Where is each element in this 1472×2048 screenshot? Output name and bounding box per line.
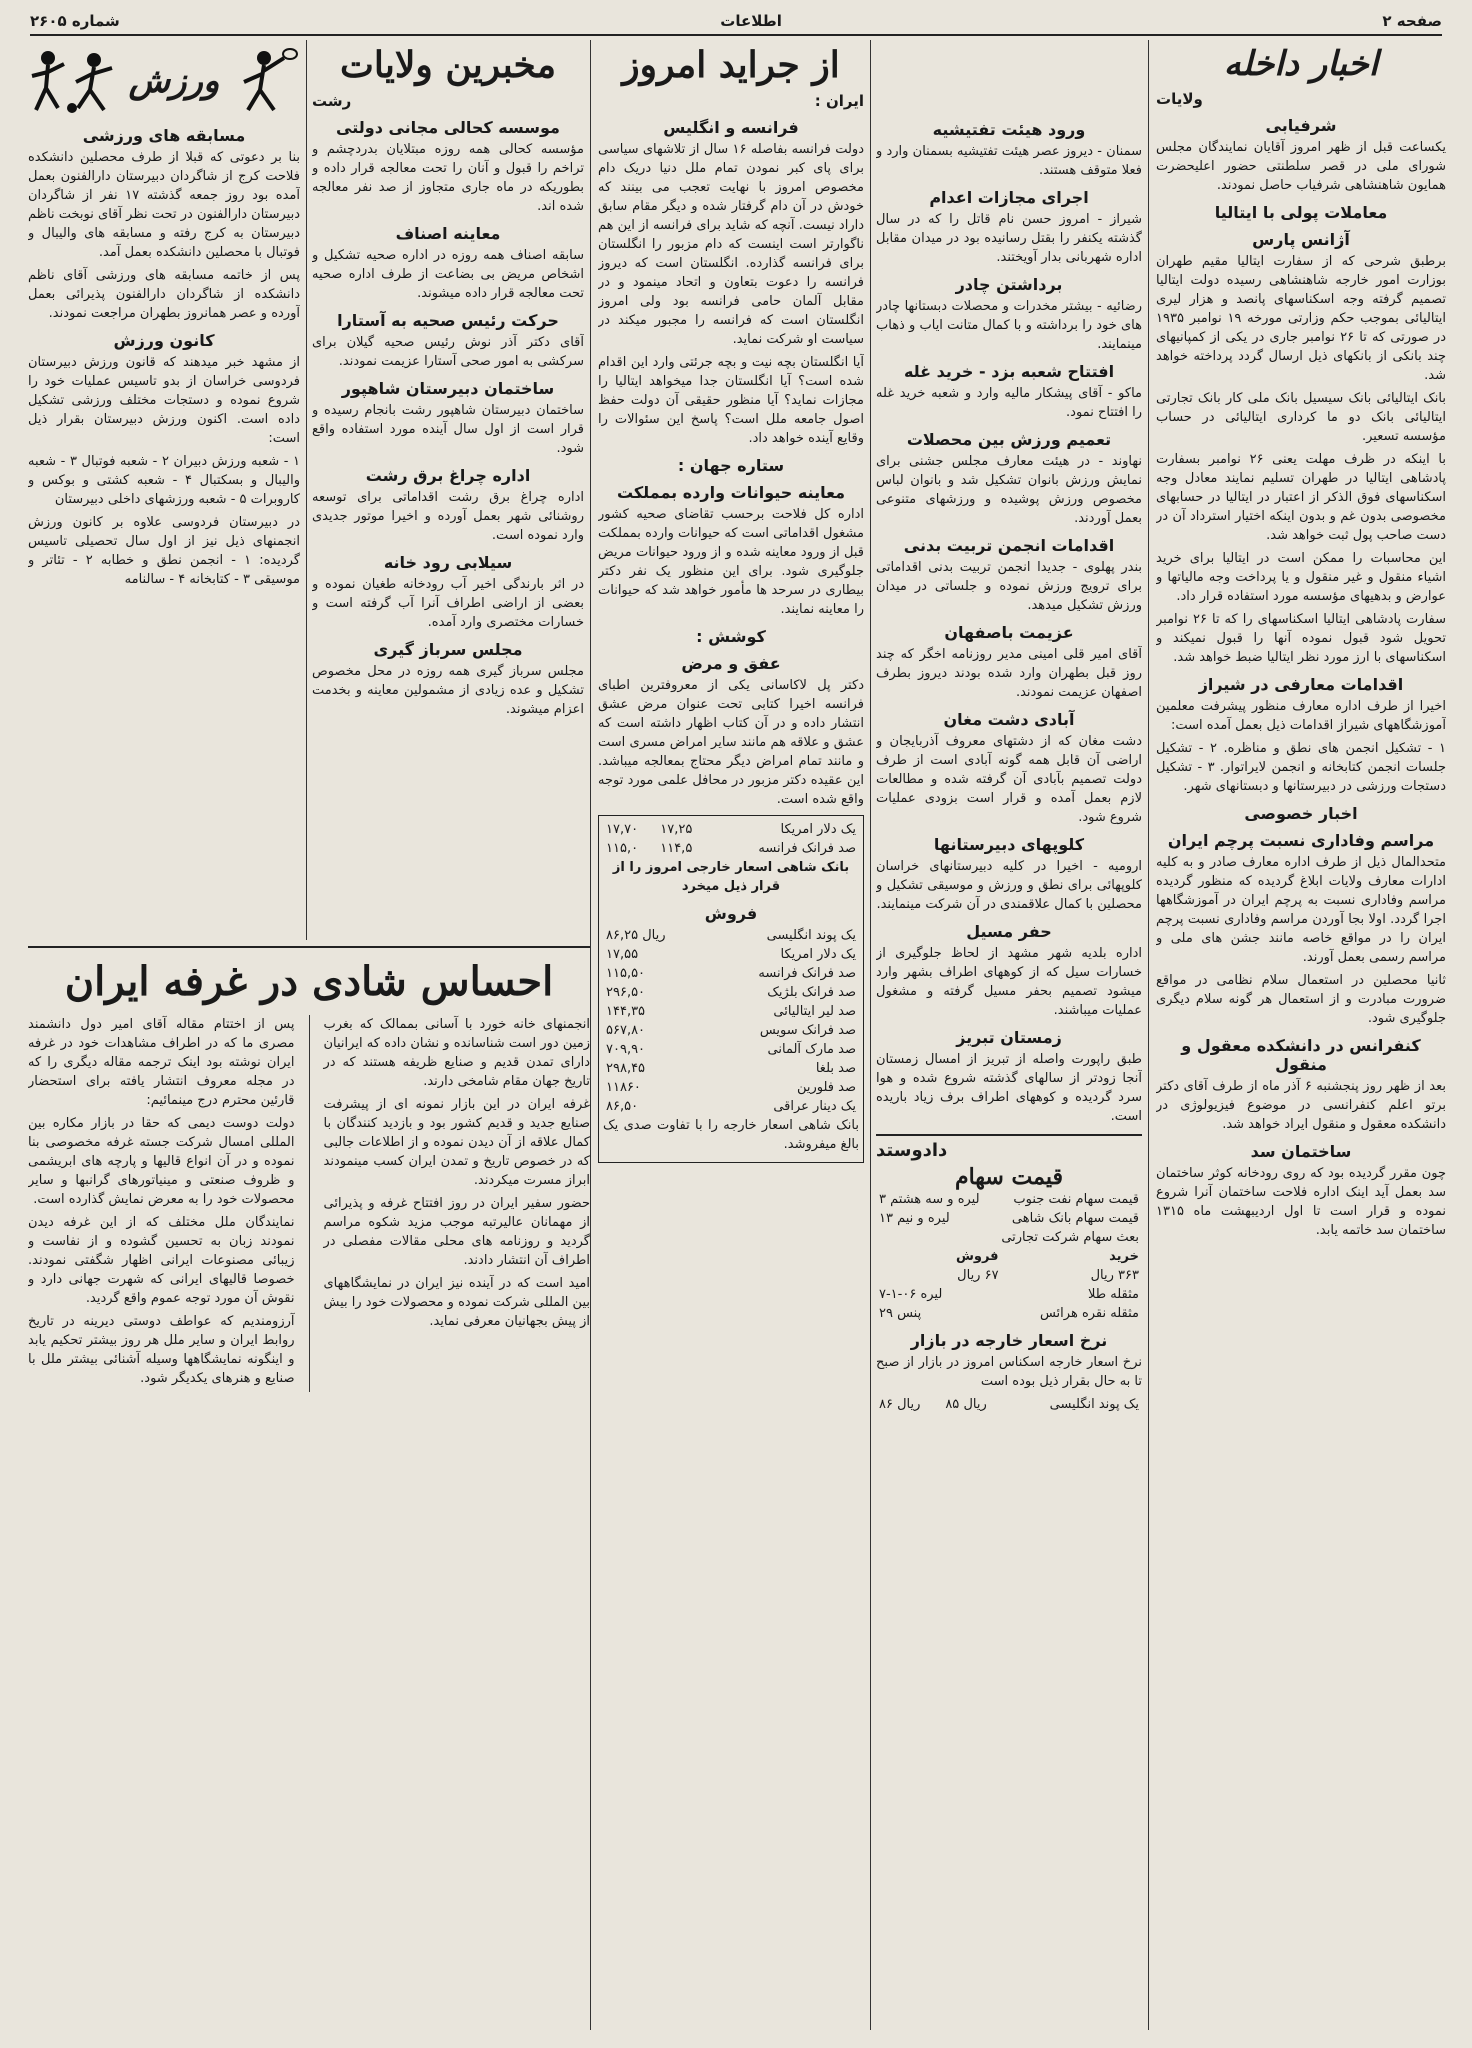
stock-row (876, 1209, 1142, 1228)
news-item-title: مجلس سرباز گیری (373, 640, 523, 659)
page-header (30, 8, 1442, 36)
column-rule (306, 40, 307, 940)
sell-rate-row (603, 926, 859, 945)
domestic-news-items (1156, 116, 1446, 1240)
bank-rate-row (603, 839, 859, 858)
fx-table (876, 1395, 1142, 1414)
correspondents-column (312, 44, 584, 944)
news-item-title: سیلابی رود خانه (383, 553, 513, 572)
tennis-player-illustration (230, 46, 300, 116)
news-item-body: ۱ - تشکیل انجمن های نطق و مناظره. ۲ - تشکیل جلسات انجمن کتابخانه و انجمن لایراتوار. ۳ - تشکیل دستجات ورزشی در دبیرستانها و دبستانهای شهر. (1156, 741, 1446, 794)
news-item-title: فرانسه و انگلیس (663, 118, 799, 137)
bank-rate-row (603, 820, 859, 839)
fx-row (876, 1395, 1142, 1414)
news-item-body: اداره چراغ برق رشت اقداماتی برای توسعه روشنائی شهر بعمل آورده و اخیرا موتور جدیدی وارد نموده است. (312, 490, 584, 543)
sell-rate-row-value: ۵۶۷,۸۰ (606, 1023, 646, 1038)
sell-rate-row (603, 1078, 859, 1097)
news-item-title: معاملات پولی با ایتالیا (1214, 203, 1388, 222)
news-item-title: ورود هیئت تفتیشیه (932, 120, 1086, 139)
news-item-title: کنفرانس در دانشکده معقول و منقول (1181, 1036, 1421, 1074)
sports-column (28, 44, 300, 944)
news-item-title: اقدامات انجمن تربیت بدنی (903, 536, 1115, 555)
correspondents-items (312, 118, 584, 719)
section-label: ولایات (1156, 90, 1203, 108)
news-item-body: آیا انگلستان بچه نیت و بچه جرئتی وارد این اقدام شده است؟ آیا انگلستان جدا میخواهد ایتالیا را مجازات نماید؟ آیا منظور حقیقی آن دولت حفظ اصول جامعه ملل است؟ پاسخ این سئوالات را وقایع آینده خواهد داد. (598, 355, 864, 446)
feature-paragraph: نمایندگان ملل مختلف که از این غرفه دیدن نمودند زبان به تحسین گشوده و از نفاست و زیبائی مصنوعات ایرانی اظهار شگفتی نمودند. خصوصا قالیهای ایرانی که شهرت جهانی دارد و نقوش آن مورد توجه عموم واقع گردید. (28, 1215, 295, 1306)
sell-rate-row (603, 1021, 859, 1040)
news-item-title: زمستان تبریز (956, 1028, 1062, 1047)
news-item-body: ساختمان دبیرستان شاهپور رشت بانجام رسیده و قرار است از اول سال آینده مورد استفاده واقع شود. (312, 403, 584, 456)
stock-row-name: قیمت سهام بانک شاهی (1011, 1211, 1139, 1226)
news-item-title: افتتاح شعبه بزد - خرید غله (903, 362, 1115, 381)
bank-rate-row-buy: ۱۱۴,۵ (660, 841, 693, 856)
fx-row-sell: ۸۶ ریال (879, 1397, 921, 1412)
press-review-column (598, 44, 864, 2034)
news-item-title: آژانس پارس (1252, 230, 1350, 249)
feature-paragraph: آرزومندیم که عواطف دوستی دیرینه در تاریخ روابط ایران و سایر ملل هر روز بیشتر تحکیم یابد و اینگونه نمایشگاهها وسیله آشنائی بیشتر ملل با صنایع و هنرهای یکدیگر شود. (28, 1314, 295, 1386)
feature-article (28, 952, 590, 2032)
sell-value: ۶۷ ریال (957, 1268, 999, 1283)
bank-rates-box (598, 815, 864, 1163)
issue-number: شماره ۲۶۰۵ (30, 12, 120, 30)
news-item-body: بانک ایتالیائی بانک سیسیل بانک ملی کار بانک تجارتی ایتالیائی بانک دو ما کرداری ایتالیائی در حساب مؤسسه تسعیر. (1156, 391, 1446, 444)
column-rule (1148, 40, 1149, 2030)
sell-rate-row-value: ۲۹۸,۴۵ (606, 1061, 646, 1076)
news-item-title: ستاره جهان : (677, 456, 785, 475)
sell-rate-row-name: صد فرانک فرانسه (758, 966, 856, 981)
sell-rates-heading: فروش (704, 904, 758, 923)
news-item-body: اداره بلدیه شهر مشهد از لحاظ جلوگیری از خسارات سیل که از کوههای اطراف بشهر وارد میشود تصمیم بحفر مسیل گرفته و مشغول عملیات میباشند. (876, 946, 1142, 1018)
news-item-body: سمنان - دیروز عصر هیئت تفتیشیه بسمنان وارد و فعلا متوقف هستند. (876, 144, 1142, 178)
sell-rates-note: بانک شاهی اسعار خارجه را با تفاوت صدی یک بالغ میفروشد. (603, 1118, 859, 1152)
sell-rate-row-name: صد بلغا (815, 1061, 856, 1076)
feature-right-column (324, 1015, 591, 1392)
news-item-title: اداره چراغ برق رشت (365, 466, 531, 485)
sell-rate-row (603, 1059, 859, 1078)
news-item-title: شرفیابی (1265, 116, 1337, 135)
buy-label: خرید (1109, 1249, 1139, 1264)
sell-rate-row (603, 945, 859, 964)
sports-masthead-row (28, 44, 300, 118)
column-rule (870, 40, 871, 2030)
sell-rate-row-name: یک دلار امریکا (780, 947, 856, 962)
feature-paragraph: غرفه ایران در این بازار نمونه ای از پیشرفت صنایع جدید و قدیم کشور بود و بازدید کنندگان با کمال علاقه از آن دیدن نموده و از اطلاعات جالبی که در خصوص تاریخ و تمدن ایران کسب مینمودند ابراز مسرت میکردند. (323, 1097, 590, 1188)
buy-value: ۳۶۳ ریال (1090, 1268, 1139, 1283)
sell-rate-row-value: ۷۰۹,۹۰ (606, 1042, 646, 1057)
page-number-label: صفحه ۲ (1382, 12, 1442, 30)
sell-rate-row-value: ۱۷,۵۵ (606, 947, 639, 962)
news-item-title: عفق و مرض (681, 654, 781, 673)
news-item-body: بعد از ظهر روز پنجشنبه ۶ آذر ماه از طرف آقای دکتر برتو اعلم کنفرانسی در موضوع فیزیولوژی در دانشکده معقول و منقول ایراد خواهد شد. (1156, 1079, 1446, 1132)
fx-row-name: یک پوند انگلیسی (1049, 1397, 1139, 1412)
feature-paragraph: دولت دوست دیمی که حقا در بازار مکاره بین المللی امسال شرکت جسته غرفه مخصوصی بنا نموده و در آن انواع قالیها و پارچه های ابریشمی و ظروف صنعتی و مینیاتورهای گرانبها و سایر محصولات خود را به معرض نمایش گذارده است. (28, 1116, 295, 1207)
provincial-news-column (876, 112, 1142, 2032)
feature-paragraph: انجمنهای خانه خورد با آسانی بممالک که بغرب زمین دور است شناسانده و نشان داده که ایرانیان دارای تمدن قدیم و صنایع ظریفه هستند که در تاریخ جهان مقام شامخی دارند. (323, 1017, 590, 1089)
sports-items (28, 126, 300, 589)
news-item-body: پس از خاتمه مسابقه های ورزشی آقای ناظم دانشکده از شاگردان دارالفنون پذیرائی بعمل آورده و عصر همانروز بطهران مراجعت نمودند. (28, 268, 300, 321)
sell-rate-row-value: ۱۱۵,۵۰ (606, 966, 646, 981)
sell-rate-row-name: یک دینار عراقی (773, 1099, 856, 1114)
sell-rate-row-name: صد لیر ایتالیائی (773, 1004, 856, 1019)
news-item-title: برداشتن چادر (955, 275, 1063, 294)
news-item-body: اخیرا از طرف اداره معارف منظور پیشرفت معلمین آموزشگاههای شیراز اقدامات ذیل بعمل آمده است: (1156, 699, 1446, 733)
news-item-body: نهاوند - در هیئت معارف مجلس جشنی برای نمایش ورزش بانوان تشکیل شد و بانوان لباس مخصوص ورزش پوشیده و ورزشهای متنوعی بعمل آوردند. (876, 454, 1142, 526)
news-item-title: حفر مسیل (966, 922, 1052, 941)
news-item-body: بندر پهلوی - جدیدا انجمن تربیت بدنی اقداماتی برای ترویج ورزش نموده و جلساتی در میدان ورزش تشکیل میدهد. (876, 560, 1142, 613)
sell-rate-row-value: ۸۶,۲۵ ریال (606, 928, 666, 943)
domestic-news-column (1156, 44, 1446, 2034)
sell-rate-row (603, 964, 859, 983)
news-item-body: طبق راپورت واصله از تبریز از امسال زمستان آنجا زودتر از سالهای گذشته شروع شده و هوا سرد گردیده و کوههای اطراف برف زیاد باریده است. (876, 1052, 1142, 1124)
feature-headline: احساس شادی در غرفه ایران (64, 958, 554, 1005)
gold-row-name: مثقله نقره هرائس (1039, 1306, 1139, 1321)
press-region: ایران : (814, 92, 864, 110)
news-item-title: ساختمان سد (1250, 1142, 1352, 1161)
gold-row (876, 1304, 1142, 1323)
athletes-illustration (28, 46, 118, 116)
news-item-body: در دبیرستان فردوسی علاوه بر کانون ورزش انجمنهای ذیل نیز از اول سال تحصیلی تاسیس گردیده: ۱ - انجمن نطق و خطابه ۲ - تئاتر و موسیقی ۳ - کتابخانه ۴ - سالنامه (28, 515, 300, 587)
sell-rate-row-name: صد مارک آلمانی (767, 1042, 856, 1057)
news-item-body: چون مقرر گردیده بود که روی رودخانه کوثر ساختمان سد بعمل آید اینک اداره فلاحت ساختمان آنرا شروع نموده و قرار است تا اول اردیبهشت ماه ۱۳۱۵ ساختمان سد خاتمه یابد. (1156, 1166, 1446, 1238)
bank-rate-row-name: صد فرانک فرانسه (758, 841, 856, 856)
column-rule (590, 40, 591, 2030)
news-item-title: تعمیم ورزش بین محصلات (906, 430, 1112, 449)
news-item-body: بنا بر دعوتی که قبلا از طرف محصلین دانشکده فلاحت کرج از شاگردان دبیرستان دارالفنون بعمل آمده بود روز جمعه گذشته ۱۷ نفر از شاگردان دبیرستان دارالفنون در تحت نظر آقای نوبخت ناظم دبیرستان به کرج رفته و مسابقه های والیبال و فوتبال با محصلین دانشکده بعمل آمد. (28, 150, 300, 260)
news-item-body: این محاسبات را ممکن است در ایتالیا برای خرید اشیاء منقول و غیر منقول و یا پرداخت وجه مالیاتها و عوارض و بدهیهای مؤسسه مورد استفاده قرار داد. (1156, 551, 1446, 604)
stock-row-name: قیمت سهام نفت جنوب (1013, 1192, 1139, 1207)
gold-row (876, 1285, 1142, 1304)
news-item-body: آقای امیر قلی امینی مدیر روزنامه اخگر که چند روز قبل بطهران وارد شده بودند دیروز بطرف اصفهان عزیمت نمودند. (876, 647, 1142, 700)
stock-row (876, 1228, 1142, 1247)
news-item-body: سابقه اصناف همه روزه در اداره صحیه تشکیل و اشخاص مریض بی بضاعت از طرف اداره صحیه تحت معالجه قرار داده میشوند. (312, 248, 584, 301)
news-item-title: ساختمان دبیرستان شاهپور (341, 379, 555, 398)
fx-heading: نرخ اسعار خارجه در بازار (910, 1331, 1108, 1350)
news-item-title: مسابقه های ورزشی (82, 126, 246, 145)
feature-paragraph: امید است که در آینده نیز ایران در نمایشگاههای بین المللی شرکت نموده و محصولات خود را بیش از پیش بجهانیان معرفی نماید. (323, 1276, 590, 1329)
sell-rate-row (603, 1002, 859, 1021)
sell-rate-row-name: صد فلورین (796, 1080, 856, 1095)
news-item-body: اداره کل فلاحت برحسب تقاضای صحیه کشور مشغول اقداماتی است که حیوانات وارده بمملکت قبل از ورود معاینه شده و از ورود حیوانات مریض جلوگیری شود. برای این منظور یک نفر دکتر بیطاری در سرحد ها مأمور خواهد شد که حیوانات را معاینه نمایند. (598, 507, 864, 617)
sell-rate-row-name: صد فرانک سویس (759, 1023, 856, 1038)
correspondents-city: رشت (312, 92, 352, 110)
news-item-title: کانون ورزش (113, 331, 215, 350)
fx-note: نرخ اسعار خارجه اسکناس امروز در بازار از صبح تا به حال بقرار ذیل بوده است (876, 1355, 1142, 1389)
paper-name: اطلاعات (720, 12, 782, 30)
news-item-body: دولت فرانسه بفاصله ۱۶ سال از تلاشهای سیاسی برای پای کبر نمودن تمام ملل دنیا دریک دام مخصوص امروز با نهایت تعجب می بینند که خودش در آن دام گرفتار شده و دیگر مقام سابق داراد نیست. آنچه که شاید برای فرانسه از این هم ناگوارتر است اینست که دام مزبور را انگلستان برای فرانسه گذارده. انگلستان است که دیروز فرانسه را دعوت بتعاون و اتحاد مینمود و در مقابل آلمان حامی فرانسه بود ولی امروز انگلستان است که فرانسه را مجبور میکند در سیاست او شرکت نماید. (598, 142, 864, 347)
sell-rate-row-value: ۱۱۸۶۰ (606, 1080, 641, 1095)
stocks-table (876, 1190, 1142, 1247)
news-item-body: مؤسسه کحالی همه روزه مبتلایان بدردچشم و تراخم را قبول و آنان را تحت معالجه قرار داده و بطوریکه در ماه جاری متجاوز از صد نفر معالجه شده اند. (312, 142, 584, 214)
sell-rate-row (603, 1097, 859, 1116)
gold-row-name: مثقله طلا (1088, 1287, 1139, 1302)
buy-sell-table (876, 1247, 1142, 1285)
news-item-body: از مشهد خبر میدهند که قانون ورزش دبیرستان فردوسی خراسان از بدو تاسیس عملیات خود را شروع نموده و دستجات مختلف ورزشی تشکیل داده است. اکنون ورزش دبیرستان بقرار ذیل است: (28, 355, 300, 446)
news-item-title: کوشش : (696, 627, 766, 646)
sell-rate-row-value: ۲۹۶,۵۰ (606, 985, 646, 1000)
feature-paragraph: پس از اختتام مقاله آقای امیر دول دانشمند مصری ما که در اطراف مشاهدات خود در غرفه ایران نوشته بود اینک ترجمه مقاله دیگری را که در مجله معروف انتشار یافته برای استحضار قارئین محترم درج مینمائیم: (28, 1017, 295, 1108)
news-item-title: کلوپهای دبیرستانها (933, 835, 1085, 854)
news-item-title: اقدامات معارفی در شیراز (1198, 675, 1404, 694)
news-item-body: دشت مغان که از دشتهای معروف آذربایجان و اراضی آن قابل همه گونه آبادی است از طرف دولت تصمیم بآبادی آن گرفته شده و مطالعات لازم بعمل آمده و قرار است بزودی عملیات شروع شود. (876, 734, 1142, 825)
gold-row-value: ۷-۱-۰۶ لیره (879, 1287, 943, 1302)
stocks-heading: قیمت سهام (954, 1164, 1064, 1190)
news-item-body: آقای دکتر آذر نوش رئیس صحیه گیلان برای سرکشی به امور صحی آستارا عزیمت نمودند. (312, 335, 584, 369)
sell-rate-row-value: ۸۶,۵۰ (606, 1099, 639, 1114)
stock-row-name: بعث سهام شرکت تجارتی (1001, 1230, 1139, 1245)
sports-masthead: ورزش (128, 61, 220, 101)
sell-rate-row (603, 1040, 859, 1059)
domestic-news-masthead: اخبار داخله (1223, 44, 1379, 84)
gold-row-value: ۲۹ پنس (879, 1306, 922, 1321)
stock-row-value (876, 1228, 989, 1247)
feature-paragraph: حضور سفیر ایران در روز افتتاح غرفه و پذیرائی از مهمانان عالیرتبه موجب مزید شکوه مراسم گردید و روزنامه های محلی مقالات مفصلی در اطراف آن انتشار دادند. (323, 1196, 590, 1268)
bank-rate-row-name: یک دلار امریکا (780, 822, 856, 837)
news-item-title: معاینه اصناف (395, 224, 501, 243)
news-item-body: ثانیا محصلین در استعمال سلام نظامی در مواقع ضرورت مبادرت و از استعمال هر گونه سلام دیگری جلوگیری شود. (1156, 973, 1446, 1026)
feature-column-rule (309, 1015, 310, 1392)
sell-label: فروش (955, 1249, 999, 1264)
sell-rate-row-name: صد فرانک بلژیک (767, 985, 856, 1000)
news-item-body: مجلس سرباز گیری همه روزه در محل مخصوص تشکیل و عده زیادی از مشمولین معاینه و بخدمت اعزام میشوند. (312, 664, 584, 717)
news-item-body: در اثر بارندگی اخیر آب رودخانه طغیان نموده و بعضی از اراضی اطراف آنرا آب گرفته است و خسارات مختصری وارد آمده. (312, 577, 584, 630)
news-item-title: حرکت رئیس صحیه به آستارا (337, 311, 559, 330)
bank-rates-heading: بانک شاهی اسعار خارجی امروز را از قرار ذیل میخرد (612, 860, 850, 894)
bank-rate-row-sell: ۱۱۵,۰ (606, 841, 639, 856)
news-item-title: موسسه کحالی مجانی دولتی (336, 118, 560, 137)
stock-row (876, 1190, 1142, 1209)
stock-row-value: ۱۳ لیره و نیم (879, 1211, 950, 1226)
feature-body (28, 1015, 590, 1392)
dadostad-heading: دادوستد (876, 1134, 1142, 1161)
fx-row-buy: ۸۵ ریال (945, 1397, 987, 1412)
news-item-body: رضائیه - بیشتر مخدرات و محصلات دبستانها چادر های خود را برداشته و با کمال متانت ایاب و ذهاب مینمایند. (876, 299, 1142, 352)
news-item-body: ۱ - شعبه ورزش دبیران ۲ - شعبه فوتبال ۳ - شعبه والیبال و بسکتبال ۴ - شعبه کشتی و بوکس و کاروبرات ۵ - شعبه ورزشهای داخلی دبیرستان (28, 454, 300, 507)
feature-left-column (28, 1015, 295, 1392)
stock-row-value: ۳ لیره و سه هشتم (879, 1192, 980, 1207)
news-item-body: متحدالمال ذیل از طرف اداره معارف صادر و به کلیه ادارات معارف ولایات ابلاغ گردیده که منظور گردیده مراسم وفاداری نسبت به پرچم ایران در آموزشگاهها اجرا گردد. اولا بجا آوردن مراسم وفاداری نسبت پرچم ایران را در مواقع خاصه مانند جشن های ملی و مراسم رسمی بعمل آورند. (1156, 855, 1446, 965)
news-item-body: ماکو - آقای پیشکار مالیه وارد و شعبه خرید غله را افتتاح نمود. (876, 386, 1142, 420)
news-item-body: دکتر پل لاکاسانی یکی از معروفترین اطبای فرانسه اخیرا کتابی تحت عنوان مرض عشق انتشار داده و در آن کتاب اظهار داشته است که عشق و علاقه هم مانند سایر امراض مسری است و مانند تمام امراض دیگر محتاج بمعالجه میباشد. این عقیده دکتر مزبور در محافل علمی مورد توجه واقع شده است. (598, 678, 864, 807)
sell-rate-row-name: یک پوند انگلیسی (766, 928, 856, 943)
bank-rate-row-buy: ۱۷,۲۵ (660, 822, 693, 837)
sell-rate-row (603, 983, 859, 1002)
news-item-body: شیراز - امروز حسن نام قاتل را که در سال گذشته یکنفر را بقتل رسانیده بود در میدان مقابل اداره شهربانی بدار آویختند. (876, 212, 1142, 265)
bank-rate-row-sell: ۱۷,۷۰ (606, 822, 639, 837)
feature-top-rule (28, 946, 590, 948)
sell-rate-row-value: ۱۴۴,۳۵ (606, 1004, 646, 1019)
press-review-masthead: از جراید امروز (622, 44, 840, 86)
news-item-title: اجرای مجازات اعدام (929, 188, 1089, 207)
news-item-body: ارومیه - اخیرا در کلیه دبیرستانهای خراسان کلوپهائی برای نطق و ورزش و موسیقی تشکیل و محصلین با کمال علاقمندی در آن شرکت مینمایند. (876, 859, 1142, 912)
press-review-items (598, 118, 864, 809)
news-item-body: یکساعت قبل از ظهر امروز آقایان نمایندگان مجلس شورای ملی در قصر سلطنتی حضور اعلیحضرت همایون شاهنشاهی شرفیاب حاصل نمودند. (1156, 140, 1446, 193)
correspondents-masthead: مخبرین ولایات (340, 44, 556, 86)
news-item-body: سفارت پادشاهی ایتالیا اسکناسهای را که تا ۲۶ نوامبر تحویل شود قبول نموده آنها را قبول نمیکند و اسکناسهای با ارز مورد نظر ایتالیا ضبط خواهد شد. (1156, 612, 1446, 665)
news-item-title: اخبار خصوصی (1244, 804, 1358, 823)
news-item-title: عزیمت باصفهان (944, 623, 1074, 642)
gold-table (876, 1285, 1142, 1323)
provincial-news-items (876, 120, 1142, 1126)
news-item-title: آبادی دشت مغان (943, 710, 1075, 729)
news-item-title: معاینه حیوانات وارده بمملکت (616, 483, 846, 502)
news-item-body: برطبق شرحی که از سفارت ایتالیا مقیم طهران بوزارت امور خارجه شاهنشاهی رسیده دولت ایتالیا تصمیم گرفته وجه اسکناسهای پانصد و هزار لیری ایتالیائی بموجب حکم وزارتی مورخه ۱۹ نوامبر ۱۹۳۵ در صورتی که تا ۲۶ نوامبر جاری در یکی از کمپانیهای چند بانکی از بانکهای ذیل ارسال گردد پرداخته خواهد شد. (1156, 254, 1446, 383)
news-item-body: با اینکه در ظرف مهلت یعنی ۲۶ نوامبر بسفارت پادشاهی ایتالیا در طهران تسلیم نمایند معادل وجه اسکناسهای فوق الذکر از اعتبار در ایتالیا در حسابهای مخصوصی بدون غم و بدون اینکه اختیار استرداد آن در دست صاحب پول ثبت خواهد شد. (1156, 452, 1446, 543)
news-item-title: مراسم وفاداری نسبت پرچم ایران (1167, 831, 1435, 850)
